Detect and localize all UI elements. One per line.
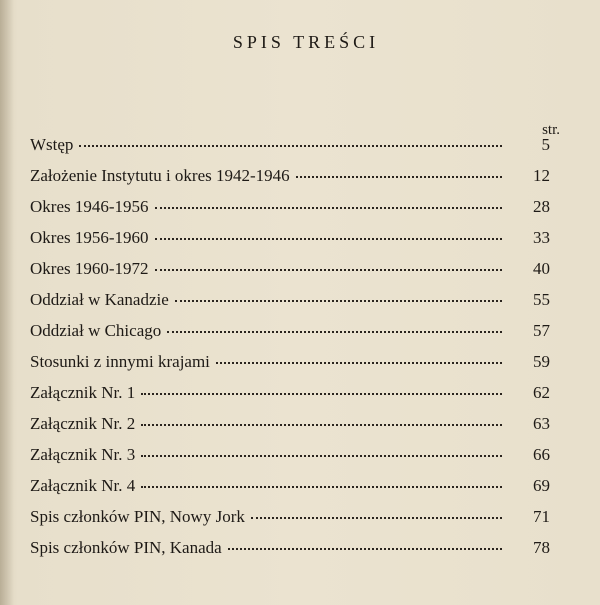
toc-entry-label: Założenie Instytutu i okres 1942-1946 xyxy=(30,166,290,185)
toc-entry-page-number: 5 xyxy=(541,135,550,154)
toc-entry-label: Spis członków PIN, Kanada xyxy=(30,538,222,557)
dot-leader xyxy=(296,176,502,178)
toc-entry xyxy=(30,476,550,507)
page-title: SPIS TREŚCI xyxy=(232,32,380,52)
toc-entry-label: Okres 1956-1960 xyxy=(30,228,149,247)
dot-leader xyxy=(251,517,502,519)
toc-entry xyxy=(30,414,550,445)
dot-leader xyxy=(141,486,502,488)
toc-entry xyxy=(30,507,550,538)
toc-entry xyxy=(30,445,550,476)
toc-entry-page-number: 69 xyxy=(533,476,550,495)
toc-entry xyxy=(30,197,550,228)
toc-entry-page-number: 40 xyxy=(533,259,550,278)
toc-entry-label: Załącznik Nr. 3 xyxy=(30,445,136,464)
toc-entry-page-number: 66 xyxy=(533,445,550,464)
dot-leader xyxy=(141,393,502,395)
toc-entry-page-number: 12 xyxy=(533,166,550,185)
toc-entry-label: Okres 1960-1972 xyxy=(30,259,149,278)
page-spine-shadow xyxy=(0,0,14,605)
toc-entry-page-number: 63 xyxy=(533,414,550,433)
dot-leader xyxy=(167,331,502,333)
toc-entry xyxy=(30,321,550,352)
toc-entry-label: Oddział w Kanadzie xyxy=(30,290,169,309)
toc-entry-page-number: 55 xyxy=(533,290,550,309)
dot-leader xyxy=(228,548,502,550)
toc-entry xyxy=(30,166,550,197)
dot-leader xyxy=(141,424,502,426)
dot-leader xyxy=(175,300,502,302)
toc-entry-page-number: 71 xyxy=(533,507,550,526)
dot-leader xyxy=(141,455,502,457)
dot-leader xyxy=(79,145,502,147)
toc-entry-label: Załącznik Nr. 4 xyxy=(30,476,136,495)
dot-leader xyxy=(155,207,502,209)
dot-leader xyxy=(155,238,502,240)
toc-entry xyxy=(30,135,550,166)
toc-entry xyxy=(30,259,550,290)
toc-entry xyxy=(30,538,550,569)
dot-leader xyxy=(155,269,502,271)
toc-entry-label: Załącznik Nr. 2 xyxy=(30,414,136,433)
toc-entry-label: Stosunki z innymi krajami xyxy=(30,352,210,371)
toc-entry xyxy=(30,290,550,321)
toc-entry-page-number: 33 xyxy=(533,228,550,247)
toc-entry xyxy=(30,228,550,259)
toc-entry-label: Spis członków PIN, Nowy Jork xyxy=(30,507,245,526)
toc-entry-label: Wstęp xyxy=(30,135,74,154)
table-of-contents xyxy=(30,135,550,569)
toc-entry-page-number: 57 xyxy=(533,321,550,340)
toc-entry-label: Załącznik Nr. 1 xyxy=(30,383,136,402)
page-column-label: str. xyxy=(542,122,560,138)
toc-entry-label: Oddział w Chicago xyxy=(30,321,162,340)
toc-entry-label: Okres 1946-1956 xyxy=(30,197,149,216)
toc-entry-page-number: 78 xyxy=(533,538,550,557)
toc-entry-page-number: 59 xyxy=(533,352,550,371)
toc-entry-page-number: 28 xyxy=(533,197,550,216)
toc-entry-page-number: 62 xyxy=(533,383,550,402)
toc-entry xyxy=(30,383,550,414)
toc-entry xyxy=(30,352,550,383)
dot-leader xyxy=(216,362,502,364)
